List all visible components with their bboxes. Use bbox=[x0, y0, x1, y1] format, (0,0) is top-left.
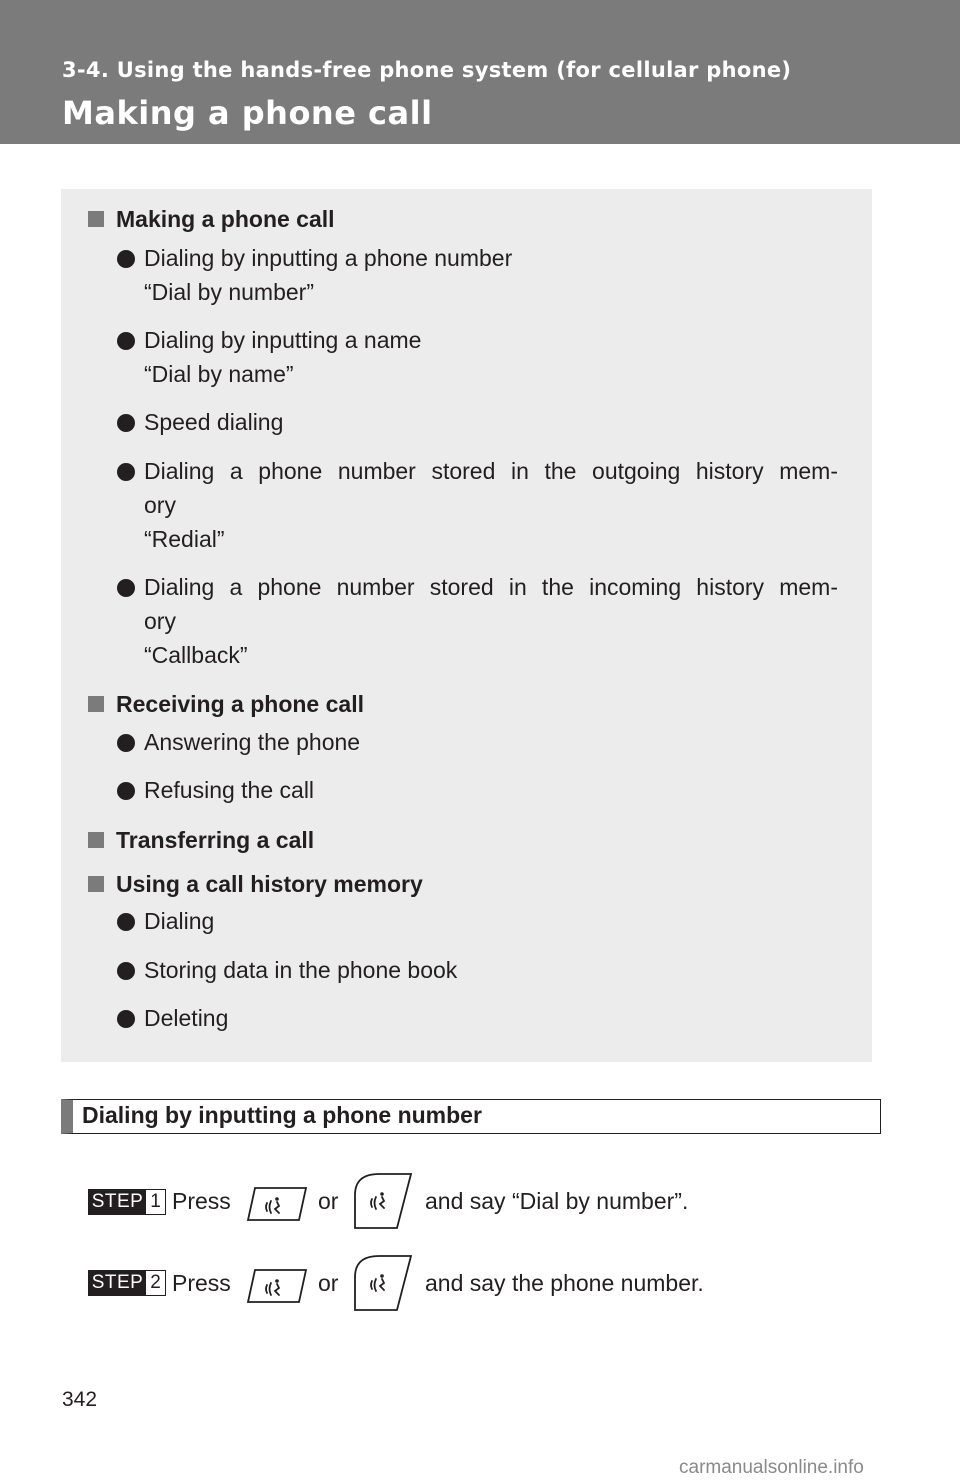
item-dial-by-number: Dialing by inputting a phone number bbox=[144, 245, 513, 271]
round-bullet-icon bbox=[117, 463, 135, 481]
watermark: carmanualsonline.info bbox=[679, 1457, 864, 1478]
round-bullet-icon bbox=[117, 332, 135, 350]
talk-switch-icon bbox=[246, 1269, 308, 1303]
item-history-dialing: Dialing bbox=[144, 908, 215, 934]
square-bullet-icon bbox=[88, 876, 104, 892]
page-number: 342 bbox=[62, 1388, 98, 1411]
item-redial: Dialing a phone number stored in the outgoing history mem- bbox=[144, 458, 838, 484]
square-bullet-icon bbox=[88, 832, 104, 848]
round-bullet-icon bbox=[117, 913, 135, 931]
item-answering: Answering the phone bbox=[144, 729, 361, 755]
command-dial-by-number: “Dial by number” bbox=[144, 279, 314, 305]
talk-switch-steering-icon bbox=[351, 1255, 415, 1311]
command-dial-by-name: “Dial by name” bbox=[144, 361, 294, 387]
page-title: Making a phone call bbox=[62, 94, 433, 132]
section-title: 3-4. Using the hands-free phone system (for cellular phone) bbox=[62, 58, 792, 82]
talk-switch-icon bbox=[246, 1187, 308, 1221]
page-header bbox=[0, 0, 960, 144]
step-1-badge bbox=[88, 1189, 166, 1215]
subsection-heading bbox=[61, 1099, 881, 1134]
item-history-deleting: Deleting bbox=[144, 1005, 229, 1031]
round-bullet-icon bbox=[117, 414, 135, 432]
item-speed-dialing: Speed dialing bbox=[144, 409, 284, 435]
heading-receiving-call: Receiving a phone call bbox=[116, 691, 364, 717]
step-2-instruction: and say the phone number. bbox=[425, 1270, 704, 1296]
square-bullet-icon bbox=[88, 696, 104, 712]
round-bullet-icon bbox=[117, 734, 135, 752]
item-callback-cont: ory bbox=[144, 608, 176, 634]
heading-making-call: Making a phone call bbox=[116, 206, 335, 232]
item-callback: Dialing a phone number stored in the incoming history mem- bbox=[144, 574, 838, 600]
square-bullet-icon bbox=[88, 211, 104, 227]
subsection-title: Dialing by inputting a phone number bbox=[82, 1102, 482, 1128]
round-bullet-icon bbox=[117, 782, 135, 800]
step-1-instruction: and say “Dial by number”. bbox=[425, 1188, 689, 1214]
step-number: 1 bbox=[150, 1191, 161, 1212]
round-bullet-icon bbox=[117, 1010, 135, 1028]
step-label: STEP bbox=[89, 1190, 146, 1214]
round-bullet-icon bbox=[117, 579, 135, 597]
step-label: STEP bbox=[89, 1271, 146, 1295]
talk-switch-steering-icon bbox=[351, 1173, 415, 1229]
command-callback: “Callback” bbox=[144, 642, 248, 668]
step-2-press-text: Press bbox=[172, 1270, 231, 1296]
command-redial: “Redial” bbox=[144, 526, 225, 552]
heading-transferring: Transferring a call bbox=[116, 827, 315, 853]
round-bullet-icon bbox=[117, 250, 135, 268]
step-number: 2 bbox=[150, 1272, 161, 1293]
round-bullet-icon bbox=[117, 962, 135, 980]
step-2-or-text: or bbox=[318, 1270, 339, 1296]
item-refusing: Refusing the call bbox=[144, 777, 315, 803]
heading-call-history: Using a call history memory bbox=[116, 871, 423, 897]
item-dial-by-name: Dialing by inputting a name bbox=[144, 327, 422, 353]
step-1-press-text: Press bbox=[172, 1188, 231, 1214]
item-history-storing: Storing data in the phone book bbox=[144, 957, 458, 983]
step-1-or-text: or bbox=[318, 1188, 339, 1214]
item-redial-cont: ory bbox=[144, 492, 176, 518]
step-2-badge bbox=[88, 1270, 166, 1296]
